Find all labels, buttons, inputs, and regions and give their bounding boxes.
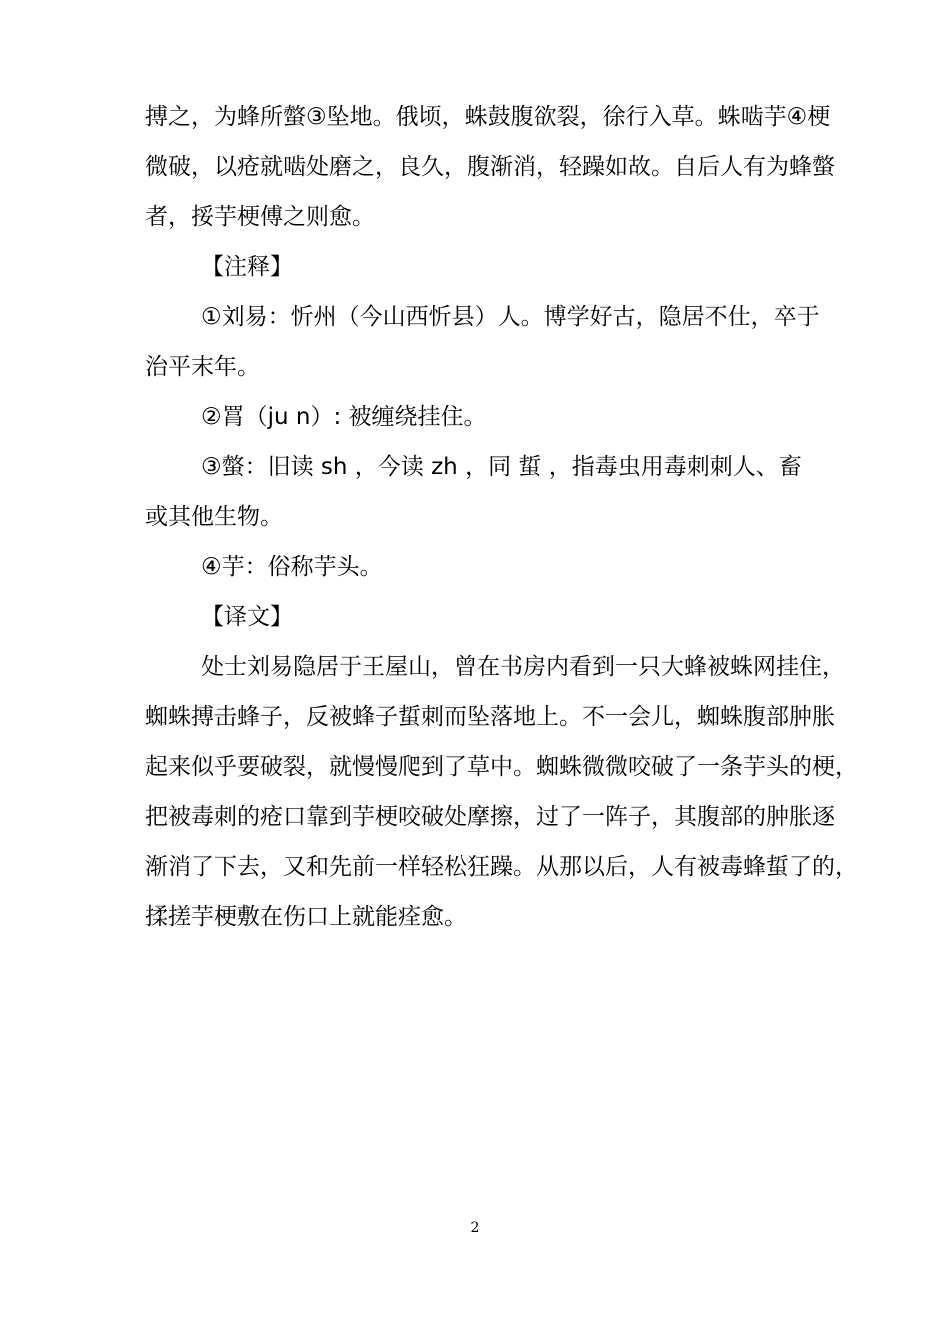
translation-line: 蜘蛛搏击蜂子，反被蜂子蜇刺而坠落地上。不一会儿，蜘蛛腹部肿胀	[145, 704, 835, 730]
translation-line: 揉搓芋梗敷在伤口上就能痊愈。	[145, 904, 467, 930]
notes-heading: 【注释】	[201, 254, 293, 280]
translation-line: 处士刘易隐居于王屋山，曾在书房内看到一只大蜂被蛛网挂住，	[201, 654, 845, 680]
passage-line: 微破，以疮就啮处磨之，良久，腹渐消，轻躁如故。自后人有为蜂螫	[145, 154, 835, 180]
passage-line: 者，挼芋梗傅之则愈。	[145, 204, 375, 230]
page-number: 2	[470, 1220, 480, 1236]
note-item-1: ①刘易：忻州（今山西忻县）人。博学好古，隐居不仕，卒于	[201, 304, 820, 330]
translation-line: 把被毒刺的疮口靠到芋梗咬破处摩擦，过了一阵子，其腹部的肿胀逐	[145, 804, 835, 830]
translation-section	[145, 592, 858, 942]
note-item-4: ④芋：俗称芋头。	[201, 554, 383, 580]
note-item-2: ②罥（ju n）: 被缠绕挂住。	[201, 404, 487, 430]
note-item-3: ③螫：旧读 sh ，今读 zh ，同 蜇 ，指毒虫用毒刺刺人、畜	[201, 454, 802, 480]
translation-heading: 【译文】	[201, 604, 293, 630]
translation-line: 渐消了下去，又和先前一样轻松狂躁。从那以后，人有被毒蜂蜇了的，	[145, 854, 858, 880]
notes-section	[145, 242, 825, 592]
passage-block	[145, 92, 835, 242]
note-item-3-continued: 或其他生物。	[145, 504, 283, 530]
passage-line: 搏之，为蜂所螫③坠地。俄顷，蛛鼓腹欲裂，徐行入草。蛛啮芋④梗	[145, 104, 831, 130]
note-item-1-continued: 治平末年。	[145, 354, 260, 380]
translation-line: 起来似乎要破裂，就慢慢爬到了草中。蜘蛛微微咬破了一条芋头的梗，	[145, 754, 858, 780]
